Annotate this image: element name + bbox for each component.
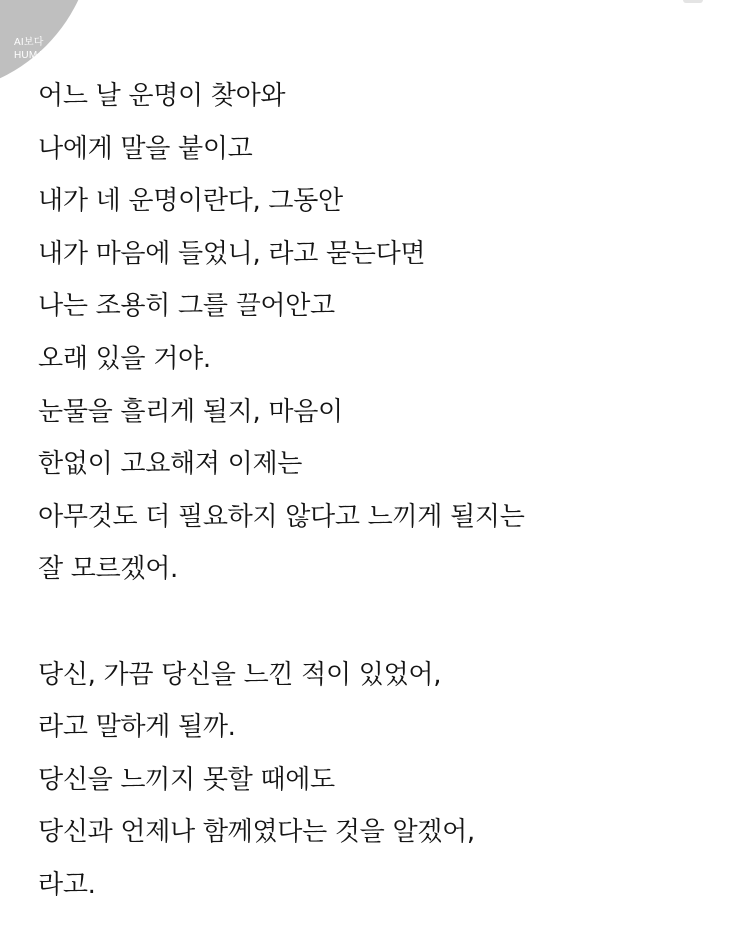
poem-line: 눈물을 흘리게 될지, 마음이: [38, 396, 343, 427]
badge-line-2: HUMAN: [14, 50, 52, 61]
poem-line: 당신, 가끔 당신을 느낀 적이 있었어,: [38, 659, 442, 690]
poem-line: 내가 네 운명이란다, 그동안: [38, 186, 343, 217]
poem-line: 아무것도 더 필요하지 않다고 느끼게 될지는: [38, 501, 525, 532]
stanza-break: [38, 596, 728, 649]
poem-line: 라고.: [38, 869, 96, 900]
poem-line: 라고 말하게 될까.: [38, 712, 236, 743]
poem-line: 나에게 말을 붙이고: [38, 133, 253, 164]
poem-line: 나는 조용히 그를 끌어안고: [38, 291, 335, 322]
badge-label: [14, 36, 52, 62]
poem-line: 내가 마음에 들었니, 라고 묻는다면: [38, 238, 426, 269]
poem-line: 어느 날 운명이 찾아와: [38, 81, 286, 111]
poem-line: 잘 모르겠어.: [38, 554, 179, 585]
poem-text: [38, 70, 728, 912]
poem-line: 당신을 느끼지 못할 때에도: [38, 764, 335, 795]
poem-line: 한없이 고요해져 이제는: [38, 449, 303, 480]
badge-line-1: AI보다: [14, 37, 44, 48]
poem-line: 당신과 언제나 함께였다는 것을 알겠어,: [38, 817, 475, 848]
poem-line: 오래 있을 거야.: [38, 343, 211, 374]
top-edge-mark: [683, 0, 703, 3]
